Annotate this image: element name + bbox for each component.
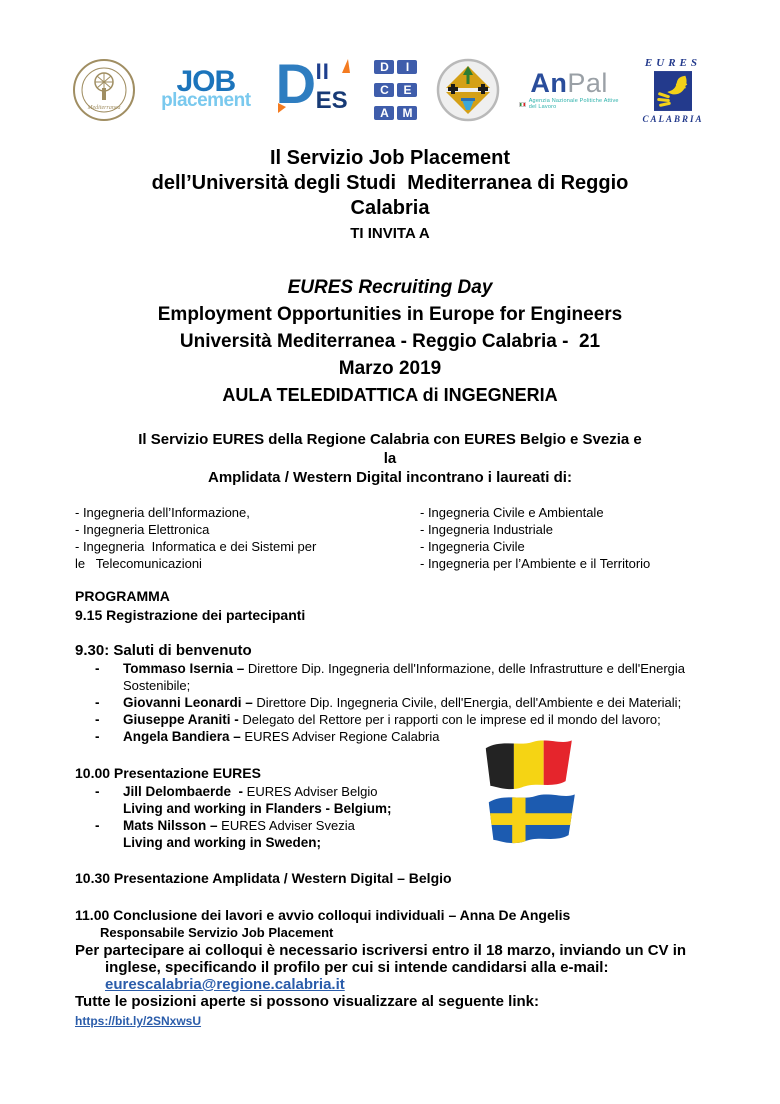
header-line-2: dell’Università degli Studi Mediterranea di Reggio <box>151 172 629 194</box>
anpal-logo-pal: Pal <box>567 68 608 98</box>
speaker-role: EURES Adviser Regione Calabria <box>240 729 440 744</box>
diceam-letter-tile: C <box>374 83 394 97</box>
speaker-text <box>123 711 720 728</box>
diies-triangle-icon <box>278 103 286 113</box>
degree-item: le Telecomunicazioni <box>75 556 202 571</box>
header-line-1: Il Servizio Job Placement <box>269 147 511 169</box>
degrees-left-column <box>75 504 420 572</box>
speaker-role: Direttore Dip. Ingegneria Civile, dell'Energia, dell'Ambiente e dei Materiali; <box>252 695 682 710</box>
degree-item: - Ingegneria dell’Informazione, <box>75 505 250 520</box>
header-line-3: Calabria <box>350 197 430 219</box>
bullet-dash: - <box>95 818 100 833</box>
anpal-logo-wordmark <box>530 70 608 96</box>
slot-1000-block <box>75 765 495 851</box>
diies-logo <box>275 52 356 123</box>
speaker-item <box>95 711 720 728</box>
anpal-logo-an: An <box>530 68 568 98</box>
job-placement-logo-word1: JOB <box>176 65 236 98</box>
regione-calabria-emblem-icon <box>436 58 500 122</box>
slot-1030-title: 10.30 Presentazione Amplidata / Western Digital – Belgio <box>75 870 452 886</box>
flags-group <box>481 737 581 848</box>
degree-item: - Ingegneria Industriale <box>420 522 553 537</box>
speaker-name: Tommaso Isernia – <box>123 661 245 676</box>
university-seal-icon <box>72 58 136 122</box>
apply-text-1: Per partecipare ai colloqui è necessario iscriversi entro il 18 marzo, inviando <box>75 942 622 959</box>
eures-hand-icon <box>654 71 692 111</box>
diies-logo-ii: II <box>315 59 330 84</box>
diceam-letter-tile: I <box>397 60 417 74</box>
speaker-text <box>123 817 495 851</box>
event-subtitle: Employment Opportunities in Europe for Engineers <box>157 304 623 325</box>
speaker-name: Jill Delombaerde - <box>123 784 244 799</box>
diceam-letter-tile: A <box>374 106 394 120</box>
speaker-text <box>123 783 495 817</box>
program-title: PROGRAMMA <box>75 588 170 604</box>
speaker-text <box>123 660 720 694</box>
anpal-tagline-row <box>519 98 619 110</box>
degrees-columns <box>0 504 780 572</box>
intro-line-2: la <box>383 450 397 467</box>
welcome-speakers-list <box>75 660 720 745</box>
speaker-name: Angela Bandiera – <box>123 729 241 744</box>
speaker-role: EURES Adviser Svezia <box>217 818 355 833</box>
job-placement-logo-word2: placement <box>161 90 251 111</box>
bullet-dash: - <box>95 661 100 676</box>
diceam-letter-tile: M <box>397 106 417 120</box>
event-title: EURES Recruiting Day <box>287 277 493 298</box>
intro-line-1: Il Servizio EURES della Regione Calabria con EURES Belgio e Svezia e <box>138 431 642 448</box>
degree-item: - Ingegneria Elettronica <box>75 522 210 537</box>
invite-line: TI INVITA A <box>350 225 430 242</box>
slot-1100-subtitle: Responsabile Servizio Job Placement <box>100 925 334 940</box>
regione-calabria-emblem-logo <box>436 58 500 122</box>
event-block <box>0 274 780 409</box>
speaker-topic: Living and working in Flanders - Belgium; <box>123 801 392 816</box>
event-venue: AULA TELEDIDATTICA di INGEGNERIA <box>222 385 558 405</box>
diceam-logo <box>374 57 417 123</box>
slot-1100-block <box>75 907 720 941</box>
program-registration: 9.15 Registrazione dei partecipanti <box>75 607 306 623</box>
degree-item: - Ingegneria per l’Ambiente e il Territorio <box>420 556 651 571</box>
speaker-text <box>123 694 720 711</box>
diies-flame-icon <box>342 59 350 73</box>
belgium-flag-icon <box>481 737 575 794</box>
speaker-item <box>95 817 495 851</box>
slot-1100-title: 11.00 Conclusione dei lavori e avvio colloqui individuali – Anna De Angelis <box>75 907 571 923</box>
diceam-letter-tile: D <box>374 60 394 74</box>
bitly-link[interactable]: https://bit.ly/2SNxwsU <box>75 1014 202 1028</box>
sweden-flag-icon <box>484 791 578 848</box>
event-date-line-2: Marzo 2019 <box>338 358 442 379</box>
event-date-line-1: Università Mediterranea - Reggio Calabria - 21 <box>179 331 601 352</box>
university-mediterranea-seal-logo <box>72 58 136 122</box>
slot-1000-title: 10.00 Presentazione EURES <box>75 765 261 781</box>
degree-item: - Ingegneria Civile e Ambientale <box>420 505 604 520</box>
eures-calabria-logo <box>638 57 708 124</box>
apply-text-2: un CV in inglese, specificando il profilo per cui si intende candidarsi alla <box>105 942 687 976</box>
program-welcome: 9.30: Saluti di benvenuto <box>75 642 252 659</box>
anpal-tagline: Agenzia Nazionale Politiche Attive del Lavoro <box>528 98 619 110</box>
degree-item: - Ingegneria Informatica e dei Sistemi per <box>75 539 317 554</box>
degree-item: - Ingegneria Civile <box>420 539 525 554</box>
bullet-dash: - <box>95 729 100 744</box>
italy-flag-icon <box>519 102 526 107</box>
apply-paragraph <box>75 942 720 993</box>
job-placement-logo <box>155 65 257 112</box>
diceam-letter-tile: E <box>397 83 417 97</box>
header-block <box>0 146 780 246</box>
intro-block <box>0 430 780 487</box>
speaker-topic: Living and working in Sweden; <box>123 835 322 850</box>
speaker-name: Giovanni Leonardi – <box>123 695 253 710</box>
eures-logo-wordmark: EURES <box>644 56 701 69</box>
speaker-text <box>123 728 720 745</box>
speaker-item <box>95 783 495 817</box>
program-section <box>0 587 780 1030</box>
positions-line: Tutte le posizioni aperte si possono visualizzare al seguente link: <box>75 993 539 1010</box>
program-heading <box>75 587 720 625</box>
bullet-dash: - <box>95 695 100 710</box>
svg-text:Mediterranea: Mediterranea <box>87 105 121 111</box>
diies-logo-d: D <box>275 52 317 115</box>
degrees-right-column <box>420 504 720 572</box>
speaker-role: Direttore Dip. Ingegneria dell'Informazione, delle Infrastrutture e dell'Energia Sostenibile; <box>123 661 685 693</box>
speaker-name: Giuseppe Araniti - <box>123 712 239 727</box>
speaker-role: Delegato del Rettore per i rapporti con le imprese ed il mondo del lavoro; <box>238 712 661 727</box>
partner-logos-row <box>0 48 780 132</box>
intro-line-3: Amplidata / Western Digital incontrano i laureati di: <box>208 469 572 486</box>
diies-logo-es: ES <box>315 87 348 114</box>
anpal-logo <box>519 70 619 110</box>
speaker-item <box>95 694 720 711</box>
speaker-name: Mats Nilsson – <box>123 818 218 833</box>
bullet-dash: - <box>95 784 100 799</box>
speaker-role: EURES Adviser Belgio <box>243 784 378 799</box>
speaker-item <box>95 660 720 694</box>
apply-text-3: e-mail: <box>560 959 609 976</box>
speaker-item <box>95 728 720 745</box>
bullet-dash: - <box>95 712 100 727</box>
eures-logo-region: CALABRIA <box>642 113 704 124</box>
email-link[interactable]: eurescalabria@regione.calabria.it <box>105 976 345 993</box>
eures-speakers-list <box>75 783 495 851</box>
